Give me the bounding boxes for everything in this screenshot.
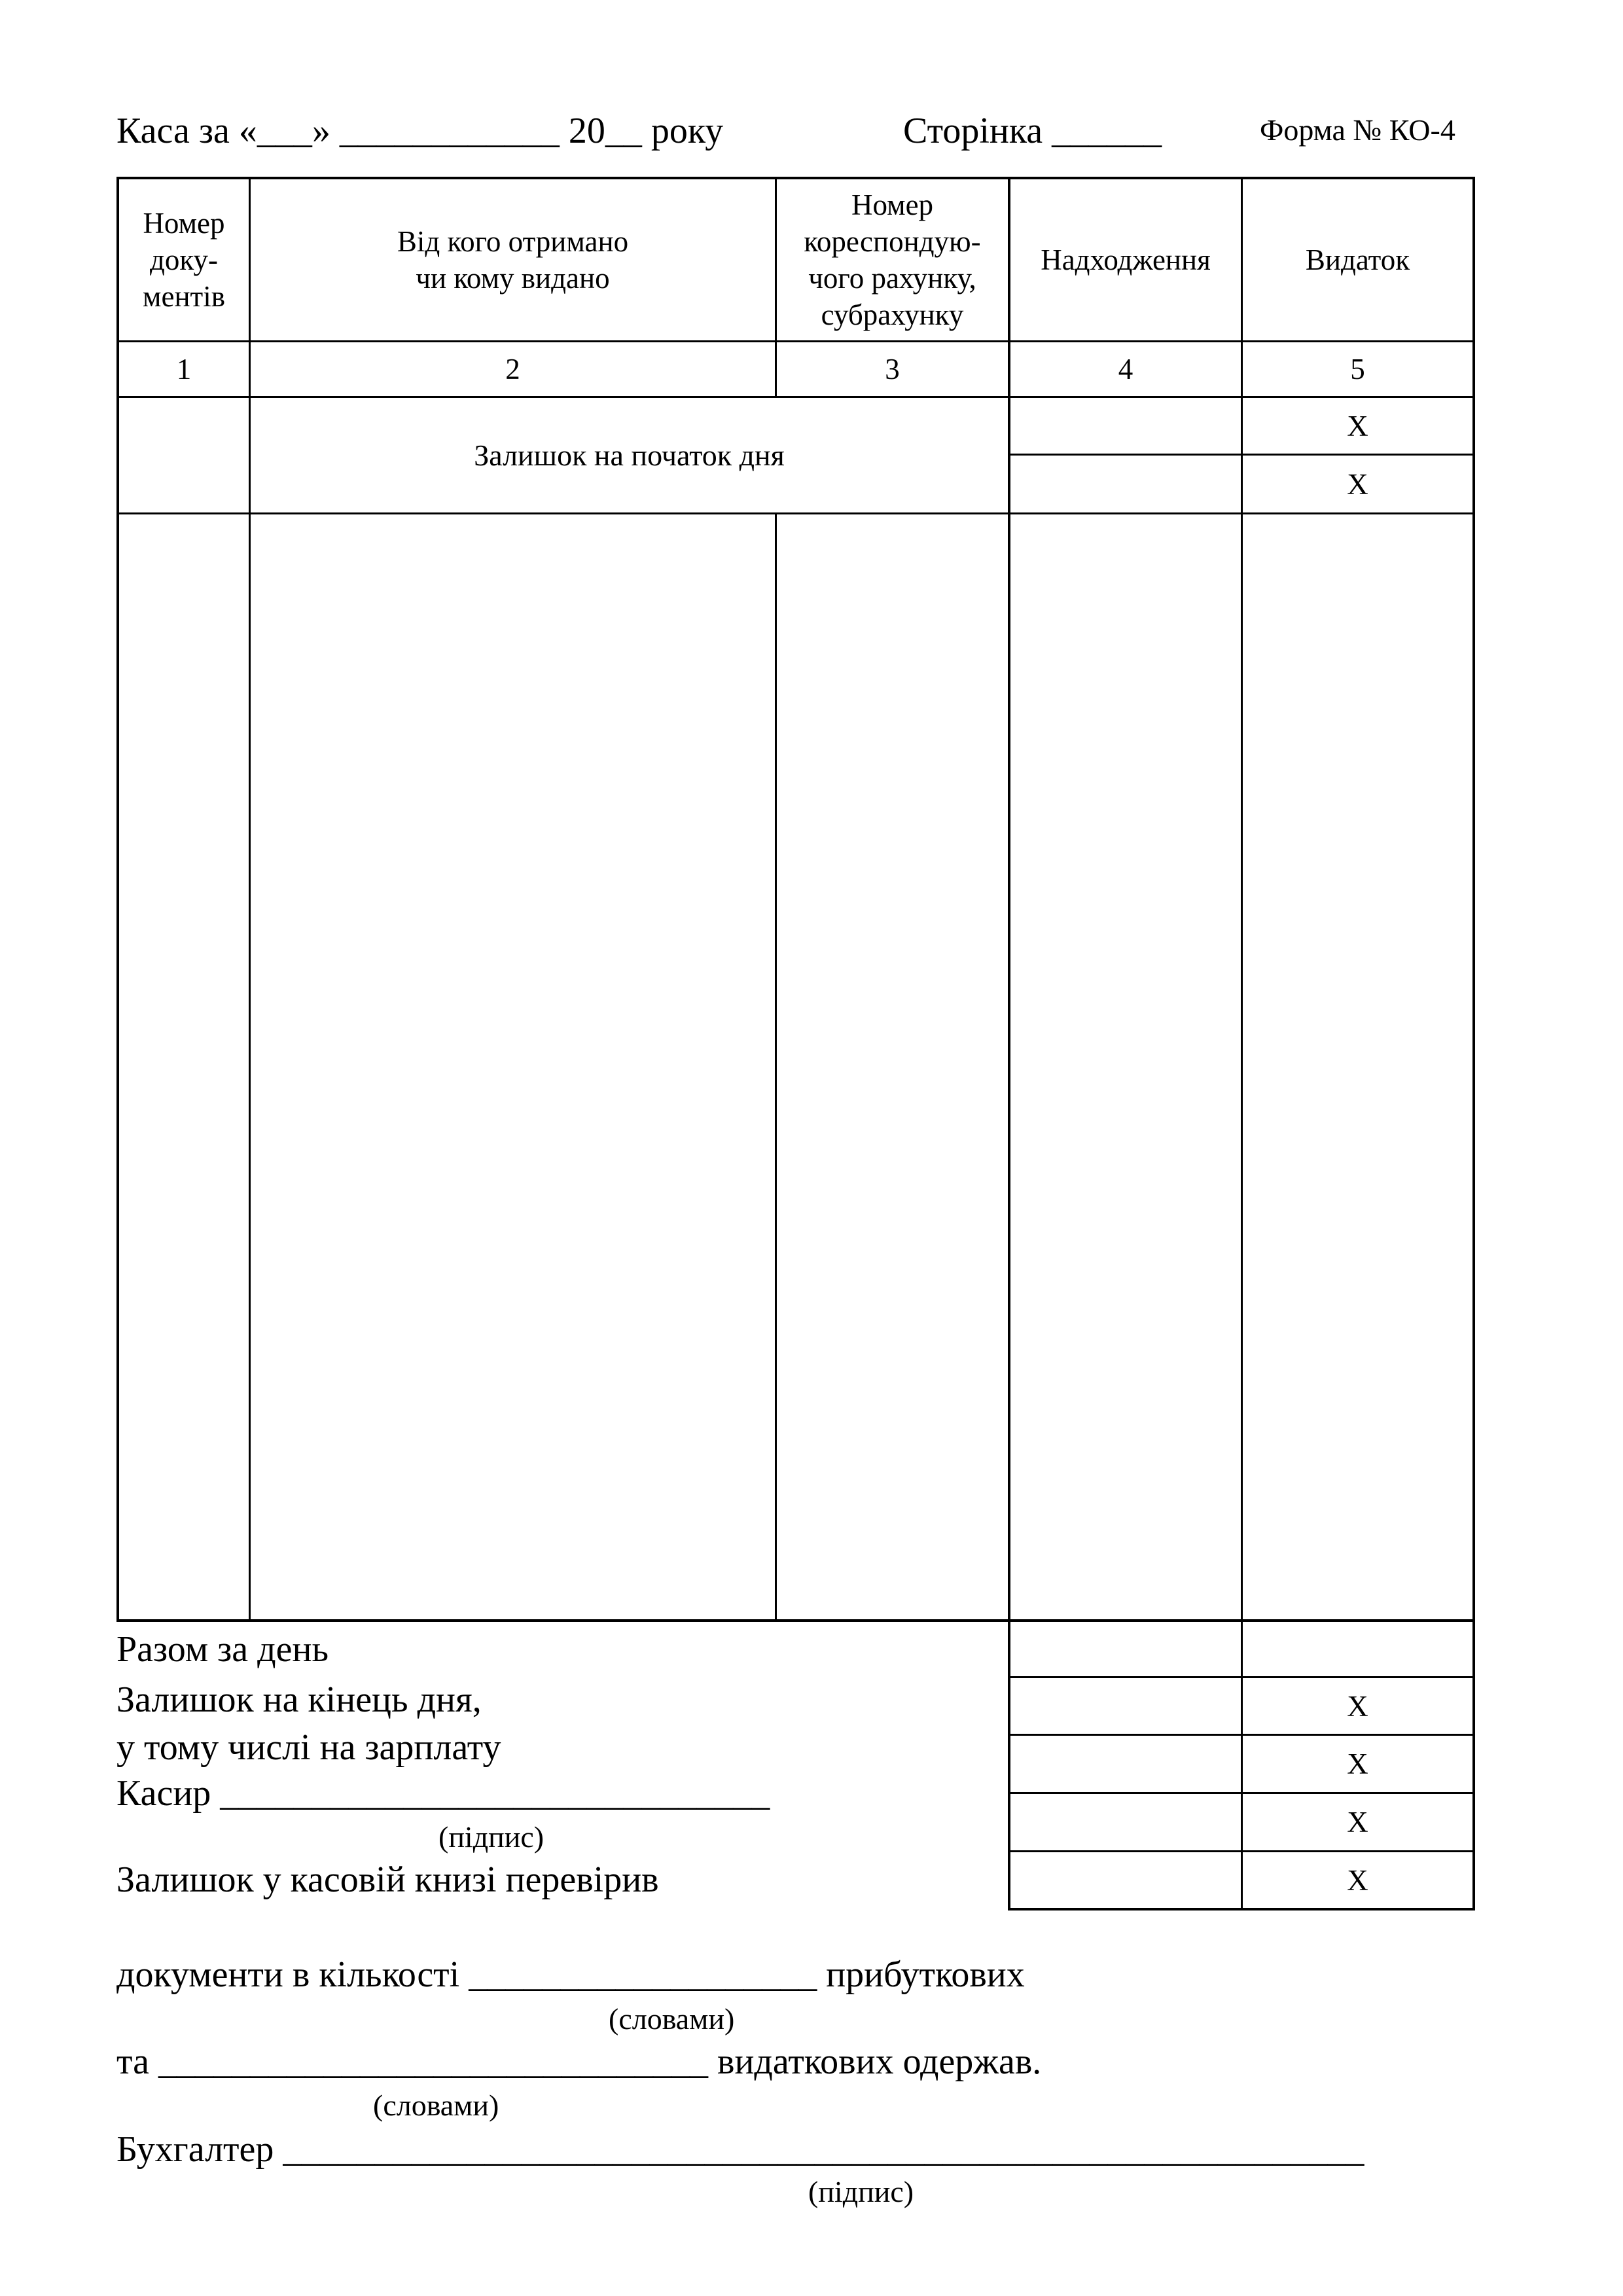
total-for-day: Разом за день <box>116 1629 329 1670</box>
checked-by: Залишок у касовій книзі перевірив <box>116 1859 659 1900</box>
col-number-3: 3 <box>885 353 900 386</box>
in-words-hint: (словами) <box>373 2089 499 2122</box>
expense-docs-line[interactable]: та ______________________________ видаткових одержав. <box>116 2041 1042 2082</box>
cash-date-line[interactable]: Каса за «___» ____________ 20__ року <box>116 111 724 151</box>
cross-mark: X <box>1347 409 1368 442</box>
form-number: Форма № КО-4 <box>1260 113 1455 147</box>
cross-mark: X <box>1347 1748 1368 1780</box>
cross-mark: X <box>1347 467 1368 501</box>
col-header-account: Номер кореспондую- чого рахунку, субрахунку <box>804 188 981 331</box>
col-number-1: 1 <box>176 353 192 386</box>
incl-salary: у тому числі на зарплату <box>116 1727 501 1768</box>
col-number-5: 5 <box>1350 353 1365 386</box>
col-header-from-to: Від кого отримано чи кому видано <box>397 225 629 295</box>
closing-balance: Залишок на кінець дня, <box>116 1679 482 1720</box>
col-number-2: 2 <box>505 353 520 386</box>
col-header-expenses: Видаток <box>1305 243 1410 276</box>
accountant-signature-line[interactable]: Бухгалтер ___________________________________________________________ <box>116 2129 1364 2170</box>
cashier-signature-line[interactable]: Касир ______________________________ <box>116 1773 770 1814</box>
page-number-line[interactable]: Сторінка ______ <box>903 111 1162 151</box>
cross-mark: X <box>1347 1863 1368 1897</box>
opening-balance-label: Залишок на початок дня <box>474 438 785 472</box>
cashier-signature-hint: (підпис) <box>438 1820 544 1854</box>
col-header-receipts: Надходження <box>1041 243 1211 276</box>
col-header-doc-number: Номер доку- ментів <box>143 207 225 313</box>
cross-mark: X <box>1347 1806 1368 1839</box>
cross-mark: X <box>1347 1689 1368 1723</box>
col-number-4: 4 <box>1118 353 1133 386</box>
in-words-hint: (словами) <box>609 2002 735 2036</box>
accountant-signature-hint: (підпис) <box>808 2175 914 2208</box>
docs-count-line[interactable]: документи в кількості ___________________ прибуткових <box>116 1954 1025 1995</box>
